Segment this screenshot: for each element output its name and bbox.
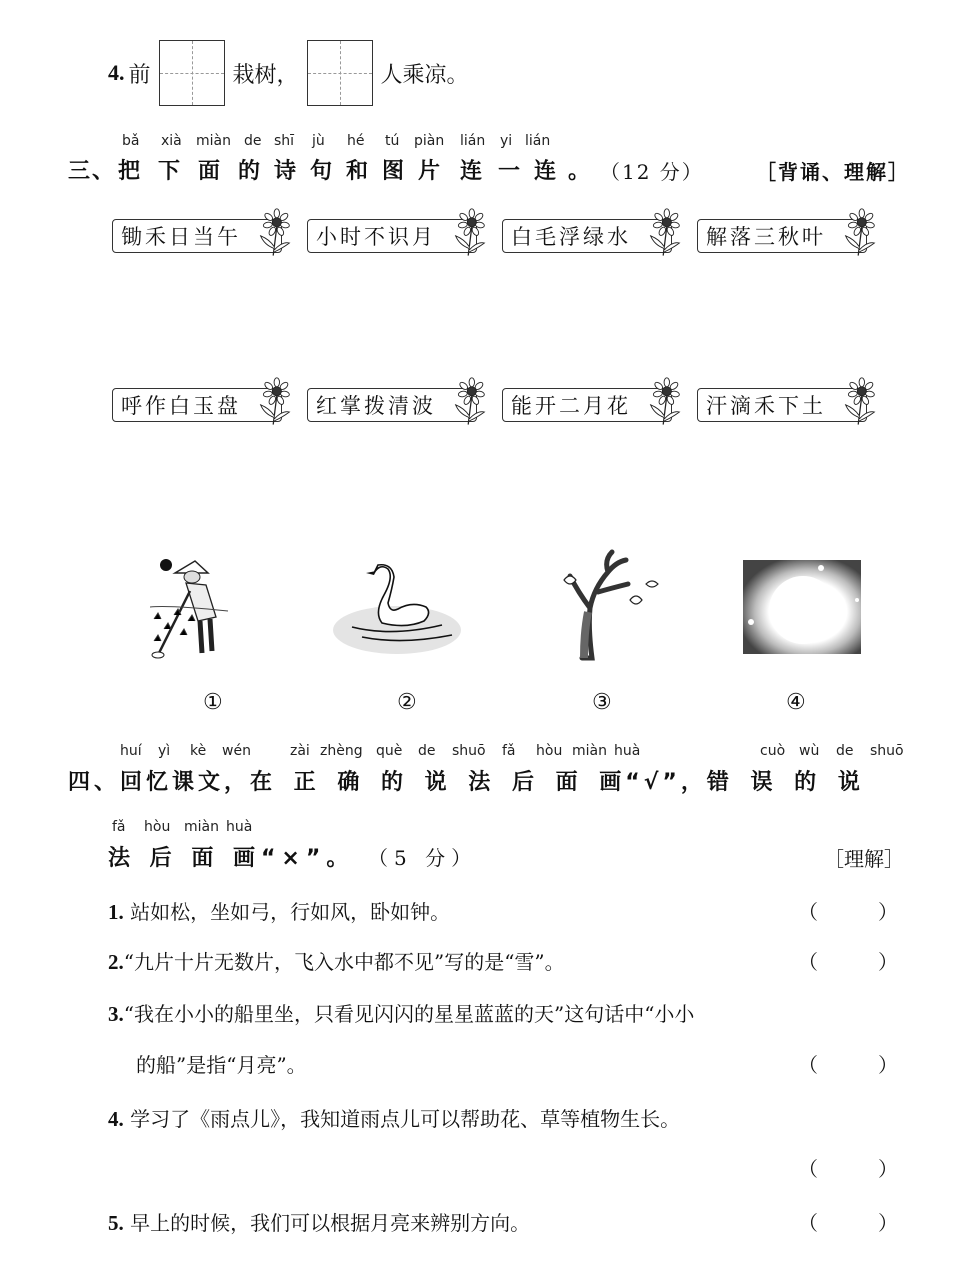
- pinyin: huà: [614, 743, 641, 759]
- pinyin: miàn: [184, 819, 219, 835]
- answer-parentheses[interactable]: （ ）: [798, 1211, 898, 1235]
- item-text: 站如松，坐如弓，行如风，卧如钟。: [130, 900, 451, 924]
- poem-line: 小时不识月: [316, 225, 436, 249]
- flower-icon: [647, 376, 683, 430]
- answer-parentheses[interactable]: （ ）: [798, 950, 898, 974]
- item-number: 1.: [108, 900, 124, 924]
- pinyin: cuò: [760, 743, 786, 759]
- pinyin: shuō: [452, 743, 486, 759]
- title-char: 句: [310, 159, 335, 184]
- answer-box-2[interactable]: [307, 40, 373, 106]
- heading-text: 法 后 面 画“×”。: [108, 846, 355, 871]
- pinyin: bǎ: [122, 133, 140, 149]
- statement-item-4: [108, 1103, 680, 1132]
- item-text: 早上的时候，我们可以根据月亮来辨别方向。: [130, 1211, 531, 1235]
- answer-box-1[interactable]: [159, 40, 225, 106]
- title-char: 面: [198, 159, 223, 184]
- item-number: 4.: [108, 1107, 124, 1131]
- pinyin: de: [836, 743, 854, 759]
- pinyin: yi: [500, 133, 513, 149]
- poem-line: 能开二月花: [511, 394, 631, 418]
- title-char: 图: [382, 159, 407, 184]
- section4-pinyin-line1: [0, 743, 960, 761]
- pinyin: jù: [312, 133, 325, 149]
- statement-item-5: [108, 1207, 530, 1236]
- item-number: 5.: [108, 1211, 124, 1235]
- statement-item-3-cont: 的船”是指“月亮”。: [136, 1053, 307, 1077]
- skill-tag: ［理解］: [824, 847, 904, 871]
- pinyin: de: [244, 133, 262, 149]
- flower-icon: [452, 207, 488, 261]
- pinyin: què: [376, 743, 403, 759]
- text-part-3: 人乘凉。: [380, 62, 469, 88]
- pinyin: lián: [525, 133, 551, 149]
- flower-icon: [842, 376, 878, 430]
- flower-icon: [452, 376, 488, 430]
- poem-line: 汗滴禾下土: [706, 394, 826, 418]
- picture-label: ④: [786, 690, 806, 715]
- poem-line: 呼作白玉盘: [121, 394, 241, 418]
- pinyin: miàn: [196, 133, 231, 149]
- pinyin: hòu: [144, 819, 171, 835]
- poem-line: 白毛浮绿水: [511, 225, 631, 249]
- pinyin: fǎ: [112, 819, 126, 835]
- pinyin: hé: [347, 133, 365, 149]
- text-part-2: 栽树，: [232, 62, 299, 88]
- flower-icon: [257, 376, 293, 430]
- swan-icon[interactable]: [333, 565, 461, 654]
- picture-label: ①: [203, 690, 223, 715]
- title-char: 片: [418, 159, 443, 184]
- answer-parentheses[interactable]: （ ）: [798, 1053, 898, 1077]
- skill-tag: ［背诵、理解］: [756, 160, 910, 184]
- picture-label: ③: [592, 690, 612, 715]
- fill-in-question-4: [108, 38, 469, 108]
- section4-heading-line1: 四、回忆课文，在 正 确 的 说 法 后 面 画“√”，错 误 的 说: [68, 770, 864, 795]
- item-text: “我在小小的船里坐，只看见闪闪的星星蓝蓝的天”这句话中“小小: [123, 1002, 695, 1026]
- statement-item-1: [108, 896, 450, 925]
- pinyin: hòu: [536, 743, 563, 759]
- section-number: 三、: [68, 159, 117, 184]
- pinyin: fǎ: [502, 743, 516, 759]
- flower-icon: [842, 207, 878, 261]
- title-char: 下: [158, 159, 183, 184]
- picture-label: ②: [397, 690, 417, 715]
- title-char: 把: [118, 159, 143, 184]
- poem-line: 红掌拨清波: [316, 394, 436, 418]
- pinyin: wén: [222, 743, 251, 759]
- pinyin: huí: [120, 743, 142, 759]
- pinyin: miàn: [572, 743, 607, 759]
- question-number: 4.: [108, 60, 125, 85]
- pinyin: xià: [161, 133, 182, 149]
- pinyin: lián: [460, 133, 486, 149]
- section3-pinyin: [0, 133, 960, 151]
- pinyin: piàn: [414, 133, 445, 149]
- poem-line: 锄禾日当午: [121, 225, 241, 249]
- flower-icon: [647, 207, 683, 261]
- section3-heading: [68, 154, 908, 184]
- title-char: 一: [498, 159, 523, 184]
- pinyin: shī: [274, 133, 295, 149]
- pinyin: huà: [226, 819, 253, 835]
- score-label: （5 分）: [368, 846, 478, 870]
- autumn-tree-icon[interactable]: [554, 548, 664, 663]
- item-number: 2.: [108, 950, 124, 974]
- pinyin: tú: [385, 133, 400, 149]
- full-moon-icon[interactable]: [743, 560, 861, 654]
- pinyin: kè: [190, 743, 207, 759]
- title-char: 的: [238, 159, 263, 184]
- farmer-hoeing-icon[interactable]: [150, 555, 230, 663]
- score-label: （12 分）: [600, 160, 704, 184]
- pinyin: shuō: [870, 743, 904, 759]
- pinyin: zhèng: [320, 743, 363, 759]
- pinyin: zài: [290, 743, 310, 759]
- answer-parentheses[interactable]: （ ）: [798, 1157, 898, 1181]
- title-char: 连: [534, 159, 559, 184]
- statement-item-3: [108, 998, 694, 1027]
- title-char: 和: [346, 159, 371, 184]
- pinyin: de: [418, 743, 436, 759]
- item-number: 3.: [108, 1002, 124, 1026]
- pinyin: wù: [799, 743, 820, 759]
- title-char: 连: [460, 159, 485, 184]
- section4-pinyin-line2: [0, 819, 960, 837]
- title-period: 。: [568, 159, 593, 184]
- flower-icon: [257, 207, 293, 261]
- text-part-1: 前: [128, 62, 151, 88]
- section4-heading-line2: [108, 841, 477, 871]
- poem-line: 解落三秋叶: [706, 225, 826, 249]
- statement-item-2: [108, 946, 565, 975]
- item-text: “九片十片无数片，飞入水中都不见”写的是“雪”。: [123, 950, 565, 974]
- title-char: 诗: [274, 159, 299, 184]
- pinyin: yì: [158, 743, 171, 759]
- item-text: 学习了《雨点儿》，我知道雨点儿可以帮助花、草等植物生长。: [130, 1107, 681, 1131]
- answer-parentheses[interactable]: （ ）: [798, 900, 898, 924]
